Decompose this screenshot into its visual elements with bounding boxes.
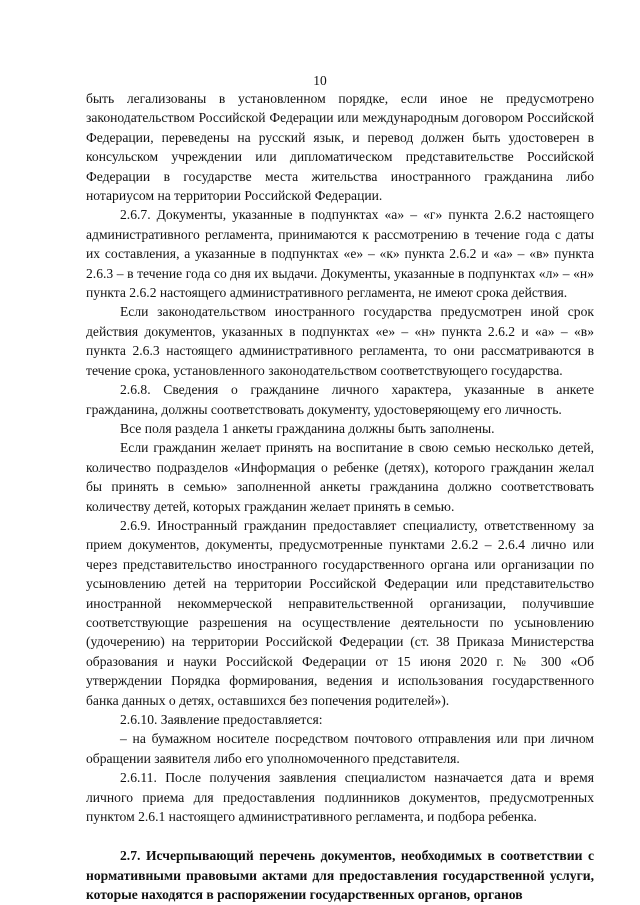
- paragraph-section1-fields: Все поля раздела 1 анкеты гражданина должны быть заполнены.: [120, 420, 495, 436]
- paragraph-2-6-9: 2.6.9. Иностранный гражданин предоставляет специалисту, ответственному за прием документов, документы, предусмотренные пунктами 2.6.2 – 2.6.4 лично или через представительство иностранного государственного органа или организации по усыновлению детей на территории Российской Федерации или представительство иностранной некоммерческой неправительственной организации, получившие соответствующие разрешения на осуществление деятельности по усыновлению (удочерению) на территории Российской Федерации (ст. 38 Приказа Министерства образования и науки Российской Федерации от 15 июня 2020 г. № 300 «Об утверждении Порядка формирования, ведения и использования государственного банка данных о детях, оставшихся без попечения родителей»).: [86, 517, 594, 708]
- paragraph-paper-submission: – на бумажном носителе посредством почтового отправления или при личном обращении заявителя либо его уполномоченного представителя.: [86, 731, 594, 766]
- paragraph-2-6-11: 2.6.11. После получения заявления специалистом назначается дата и время личного приема для предоставления подлинников документов, предусмотренных пунктом 2.6.1 настоящего административного регламента, и подбора ребенка.: [86, 770, 594, 825]
- paragraph-2-6-10: 2.6.10. Заявление предоставляется:: [120, 712, 323, 727]
- paragraph-2-6-7: 2.6.7. Документы, указанные в подпунктах «а» – «г» пункта 2.6.2 настоящего административного регламента, принимаются к рассмотрению в течение года с даты их составления, а указанные в подпунктах «е» – «к» пункта 2.6.2 и «а» – «в» пункта 2.6.3 – в течение года со дня их выдачи. Документы, указанные в подпунктах «л» – «н» пункта 2.6.2 настоящего административного регламента, не имеют срока действия.: [86, 207, 594, 301]
- paragraph-several-children: Если гражданин желает принять на воспитание в свою семью несколько детей, количество подразделов «Информация о ребенке (детях), которого гражданин желал бы принять в семью» заполненной анкеты гражданина должно соответствовать количеству детей, которых гражданин желает принять в семью.: [86, 440, 594, 514]
- paragraph-continuation: быть легализованы в установленном порядке, если иное не предусмотрено законодательством Российской Федерации или международным договором Российской Федерации, переведены на русский язык, и перевод должен быть удостоверен в консульском учреждении или дипломатическом представительстве Российской Федерации в государстве места жительства иностранного гражданина либо нотариусом на территории Российской Федерации.: [86, 91, 594, 204]
- document-body: [86, 89, 594, 905]
- paragraph-foreign-validity: Если законодательством иностранного государства предусмотрен иной срок действия документов, указанных в подпунктах «е» – «н» пункта 2.6.2 и «а» – «в» пункта 2.6.3 настоящего административного регламента, то они рассматриваются в течение срока, установленного законодательством соответствующего государства.: [86, 304, 594, 378]
- section-heading-2-7: 2.7. Исчерпывающий перечень документов, необходимых в соответствии с нормативными правовыми актами для предоставления государственной услуги, которые находятся в распоряжении государственных органов, органов: [86, 848, 594, 903]
- paragraph-2-6-8: 2.6.8. Сведения о гражданине личного характера, указанные в анкете гражданина, должны соответствовать документу, удостоверяющему его личность.: [86, 382, 594, 417]
- page-number: 10: [313, 73, 327, 88]
